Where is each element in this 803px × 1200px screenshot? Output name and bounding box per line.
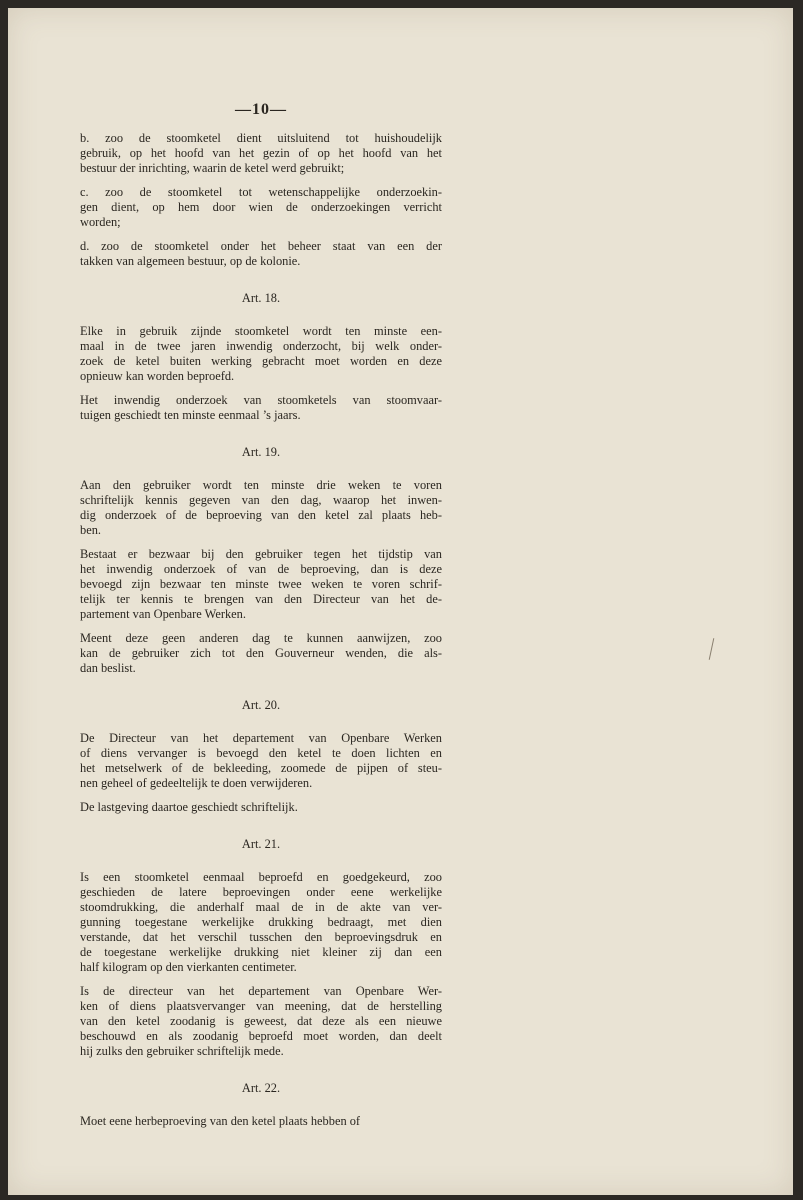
text-line: b. zoo de stoomketel dient uitsluitend tot huishoudelijk — [80, 131, 442, 145]
page-number: —10— — [235, 101, 287, 118]
paragraph — [80, 984, 442, 1059]
paragraph — [80, 1114, 442, 1129]
paragraph — [80, 731, 442, 791]
text-line: Het inwendig onderzoek van stoomketels van stoomvaar- — [80, 393, 442, 407]
text-line: of diens vervanger is bevoegd den ketel te doen lichten en — [80, 746, 442, 760]
text-line: maal in de twee jaren inwendig onderzocht, bij welk onder- — [80, 339, 442, 353]
text-line: stoomdrukking, die anderhalf maal de in de akte van ver- — [80, 900, 442, 914]
paragraph — [80, 870, 442, 975]
paragraph — [80, 185, 442, 230]
text-line: Moet eene herbeproeving van den ketel plaats hebben of — [80, 1114, 361, 1128]
text-line: tuigen geschiedt ten minste eenmaal ’s jaars. — [80, 408, 301, 422]
text-line: Aan den gebruiker wordt ten minste drie weken te voren — [80, 478, 442, 492]
text-line: partement van Openbare Werken. — [80, 607, 246, 621]
paragraph — [80, 478, 442, 538]
text-line: gunning toegestane werkelijke drukking bedraagt, met dien — [80, 915, 442, 929]
paragraph — [80, 631, 442, 676]
text-line: het inwendig onderzoek of van de beproeving, dan is deze — [80, 562, 442, 576]
text-line: takken van algemeen bestuur, op de kolonie. — [80, 254, 301, 268]
text-line: schriftelijk kennis gegeven van den dag, waarop het inwen- — [80, 493, 442, 507]
text-line: Bestaat er bezwaar bij den gebruiker tegen het tijdstip van — [80, 547, 442, 561]
text-line: telijk ter kennis te brengen van den Directeur van het de- — [80, 592, 442, 606]
text-line: van den ketel zoodanig is geweest, dat deze als een nieuwe — [80, 1014, 442, 1028]
article-heading: Art. 22. — [241, 1081, 281, 1095]
text-line: kan de gebruiker zich tot den Gouverneur wenden, die als- — [80, 646, 442, 660]
text-line: Is de directeur van het departement van Openbare Wer- — [80, 984, 442, 998]
page-content — [80, 102, 442, 1138]
text-line: beschouwd en als zoodanig beproefd moet worden, dan deelt — [80, 1029, 442, 1043]
paragraph — [80, 800, 442, 815]
text-line: Elke in gebruik zijnde stoomketel wordt ten minste een- — [80, 324, 442, 338]
text-line: Is een stoomketel eenmaal beproefd en goedgekeurd, zoo — [80, 870, 442, 884]
text-line: gebruik, op het hoofd van het gezin of op het hoofd van het — [80, 146, 442, 160]
article-heading: Art. 18. — [241, 291, 281, 305]
paragraph — [80, 324, 442, 384]
document-page — [8, 8, 793, 1195]
text-line: gen dient, op hem door wien de onderzoekingen verricht — [80, 200, 442, 214]
text-line: zoek de ketel buiten werking gebracht moet worden en deze — [80, 354, 442, 368]
text-line: geschieden de latere beproevingen onder eene werkelijke — [80, 885, 442, 899]
text-line: half kilogram op den vierkanten centimeter. — [80, 960, 297, 974]
text-line: ken of diens plaatsvervanger van meening, dat de herstelling — [80, 999, 442, 1013]
text-line: De lastgeving daartoe geschiedt schriftelijk. — [80, 800, 298, 814]
text-line: nen geheel of gedeeltelijk te doen verwijderen. — [80, 776, 313, 790]
text-line: bevoegd zijn bezwaar ten minste twee weken te voren schrif- — [80, 577, 442, 591]
pencil-mark — [709, 638, 715, 660]
article-heading: Art. 21. — [241, 837, 281, 851]
text-line: dig onderzoek of de beproeving van den ketel zal plaats heb- — [80, 508, 442, 522]
text-line: het metselwerk of de bekleeding, zoomede de pijpen of steu- — [80, 761, 442, 775]
text-line: ben. — [80, 523, 101, 537]
paragraph — [80, 131, 442, 176]
text-line: Meent deze geen anderen dag te kunnen aanwijzen, zoo — [80, 631, 442, 645]
paragraph — [80, 239, 442, 269]
text-line: De Directeur van het departement van Openbare Werken — [80, 731, 442, 745]
text-line: c. zoo de stoomketel tot wetenschappelijke onderzoekin- — [80, 185, 442, 199]
text-line: worden; — [80, 215, 121, 229]
paragraph — [80, 393, 442, 423]
text-line: de toegestane werkelijke drukking niet kleiner zij dan een — [80, 945, 442, 959]
text-line: d. zoo de stoomketel onder het beheer staat van een der — [80, 239, 442, 253]
text-line: opnieuw kan worden beproefd. — [80, 369, 235, 383]
text-line: bestuur der inrichting, waarin de ketel werd gebruikt; — [80, 161, 345, 175]
text-line: dan beslist. — [80, 661, 136, 675]
article-heading: Art. 20. — [241, 698, 281, 712]
text-line: verstande, dat het verschil tusschen den beproevingsdruk en — [80, 930, 442, 944]
paragraph — [80, 547, 442, 622]
article-heading: Art. 19. — [241, 445, 281, 459]
text-line: hij zulks den gebruiker schriftelijk mede. — [80, 1044, 284, 1058]
